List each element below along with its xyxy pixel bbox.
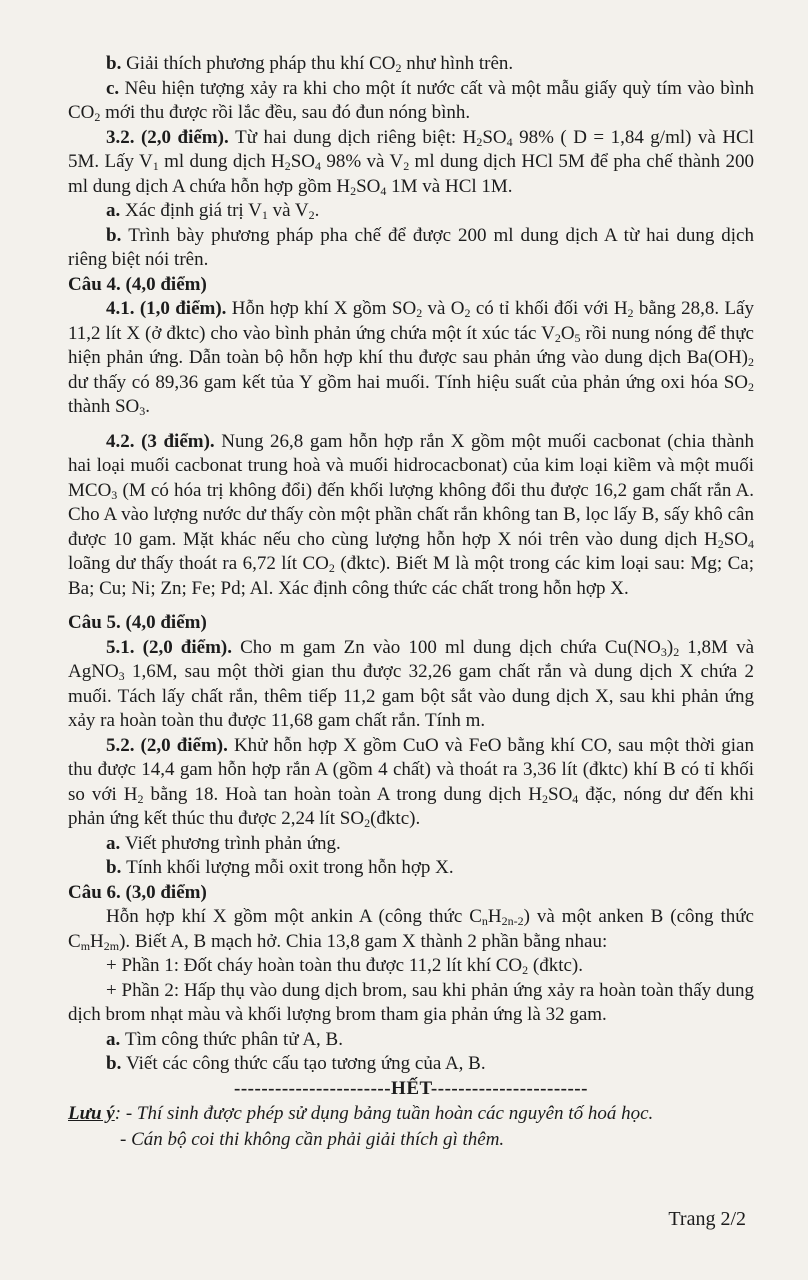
text-run: rồi nung nóng để thực hiện phản ứng. Dẫn toàn bộ hỗn hợp khí thu được sau phản ứng vào dung dịch Ba(OH) xyxy=(68,322,754,368)
part-label: a. xyxy=(106,1028,125,1050)
text-run: mới thu được rồi lắc đều, sau đó đun nóng bình. xyxy=(100,102,471,123)
text-run: ml dung dịch H xyxy=(158,151,285,172)
text-run: (đktc). xyxy=(370,808,421,829)
subscript: 4 xyxy=(748,536,754,551)
text-run: Viết phương trình phản ứng. xyxy=(125,832,341,854)
subscript: 4 xyxy=(380,183,387,198)
subscript: 2 xyxy=(395,61,402,75)
subscript: 2 xyxy=(94,110,101,124)
text-run: ). Biết A, B mạch hở. Chia 13,8 gam X thành 2 phần bằng nhau: xyxy=(119,930,608,952)
spacer xyxy=(68,601,754,611)
q5-2a-text xyxy=(68,832,754,857)
part-label: b. xyxy=(106,857,127,878)
question-label: 5.2. (2,0 điểm). xyxy=(106,734,234,756)
question-label: 5.1. (2,0 điểm). xyxy=(106,636,241,658)
subscript: 2 xyxy=(522,963,529,977)
text-run: + Phần 2: Hấp thụ vào dung dịch brom, sau khi phản ứng xảy ra hoàn toàn thấy dung dịch brom nhạt màu và khối lượng brom tham gia phản ứng là 32 gam. xyxy=(68,979,754,1025)
text-run: bằng 18. Hoà tan hoàn toàn A trong dung dịch H xyxy=(143,783,542,805)
text-run: Nung 26,8 gam hỗn hợp rắn X gồm một muối cacbonat (chia thành hai loại muối cacbonat trung hoà và muối hidrocacbonat) của kim loại kiềm và một muối MCO xyxy=(68,430,754,501)
text-run: như hình trên. xyxy=(401,53,514,74)
subscript: 1 xyxy=(261,208,268,222)
question-5-heading: Câu 5. (4,0 điểm) xyxy=(68,612,207,633)
subscript: 2n-2 xyxy=(501,914,524,928)
text-run: H xyxy=(487,906,502,927)
q6-intro-text xyxy=(68,905,754,954)
subscript: 2 xyxy=(350,183,357,198)
part-label: b. xyxy=(106,1053,127,1074)
subscript: 3 xyxy=(660,644,667,659)
text-run: Trình bày phương pháp pha chế để được 200 ml dung dịch A từ hai dung dịch riêng biệt nói trên. xyxy=(68,224,754,270)
subscript: 2 xyxy=(748,379,754,394)
text-run: Tính khối lượng mỗi oxit trong hỗn hợp X. xyxy=(126,857,454,878)
text-run: ) và một anken B (công thức C xyxy=(68,906,754,952)
note-label: Lưu ý xyxy=(68,1102,115,1124)
q3-2-text xyxy=(68,126,754,200)
text-run: Hỗn hợp khí X gồm SO xyxy=(231,298,417,319)
question-6-heading: Câu 6. (3,0 điểm) xyxy=(68,881,207,903)
text-run: Hỗn hợp khí X gồm một ankin A (công thức C xyxy=(106,906,482,927)
text-run: SO xyxy=(723,528,748,550)
exam-content xyxy=(68,52,754,1153)
q5-2b-text xyxy=(68,856,754,881)
subscript: 3 xyxy=(111,487,118,502)
note-line-1 xyxy=(68,1101,754,1127)
text-run: SO xyxy=(482,126,507,148)
subscript: 2 xyxy=(284,159,291,173)
question-label: 4.2. (3 điểm). xyxy=(106,430,222,452)
page-number: Trang 2/2 xyxy=(668,1208,746,1230)
text-run: thành SO xyxy=(68,396,140,417)
part-label: a. xyxy=(106,200,125,221)
text-run: đặc, nóng dư đến khi phản ứng kết thúc thu được 2,24 lít SO xyxy=(68,783,754,829)
subscript: 2 xyxy=(673,644,680,659)
text-run: . xyxy=(314,200,320,221)
text-run: và V xyxy=(267,200,309,221)
question-label: 4.1. (1,0 điểm). xyxy=(106,298,232,319)
q4-2-text xyxy=(68,430,754,602)
subscript: 2 xyxy=(137,791,144,806)
text-run: ) xyxy=(666,636,674,658)
q4-1-text xyxy=(68,297,754,420)
text-run: 1,6M, sau một thời gian thu được 32,26 gam chất rắn và dung dịch X chứa 2 muối. Tách lấy chất rắn, thêm tiếp 11,2 gam bột sắt vào dung dịch X, sau khi phản ứng xảy ra hoàn toàn thu được 11,68 gam chất rắn. Tính m. xyxy=(68,661,754,731)
subscript: 2 xyxy=(627,306,634,320)
text-run: Giải thích phương pháp thu khí CO xyxy=(126,53,396,74)
subscript: 3 xyxy=(118,669,125,683)
subscript: 2 xyxy=(416,306,423,320)
part-label: b. xyxy=(106,224,129,246)
q3-2a-text xyxy=(68,199,754,224)
end-marker: -----------------------HẾT----------------------- xyxy=(234,1077,588,1099)
note-line-2: - Cán bộ coi thi không cần phải giải thích gì thêm. xyxy=(120,1128,505,1150)
text-run: (đktc). xyxy=(528,955,583,976)
subscript: 2 xyxy=(364,816,371,830)
subscript: 5 xyxy=(574,330,581,345)
q6-part1-text xyxy=(68,954,754,979)
subscript: 4 xyxy=(314,159,321,173)
q3-1b-text xyxy=(68,52,754,77)
text-run: bằng 28,8. Lấy 11,2 lít X (ở đktc) cho vào bình phản ứng chứa một ít xúc tác V xyxy=(68,298,754,344)
text-run: SO xyxy=(290,151,315,172)
part-label: b. xyxy=(106,53,127,74)
text-run: (đktc). Biết M là một trong các kim loại sau: Mg; Ca; Ba; Cu; Ni; Zn; Fe; Pd; Al. Xác định công thức các chất trong hỗn hợp X. xyxy=(68,553,755,599)
q3-1c-text xyxy=(68,77,754,126)
q6-b-text xyxy=(68,1052,754,1077)
text-run: Từ hai dung dịch riêng biệt: H xyxy=(235,126,477,148)
text-run: + Phần 1: Đốt cháy hoàn toàn thu được 11,2 lít khí CO xyxy=(106,955,523,976)
subscript: 4 xyxy=(506,134,513,149)
text-run: 1M và HCl 1M. xyxy=(386,175,513,197)
subscript: 2 xyxy=(308,208,315,222)
text-run: Khử hỗn hợp X gồm CuO và FeO bằng khí CO, sau một thời gian thu được 14,4 gam hỗn hợp rắn A (gồm 4 chất) và thoát ra 3,36 lít (đktc) khí B có tỉ khối so với H xyxy=(68,734,754,805)
spacer xyxy=(68,420,754,430)
text-run: . xyxy=(145,396,150,417)
subscript: 2 xyxy=(403,159,410,173)
subscript: 2 xyxy=(717,536,724,551)
subscript: 1 xyxy=(152,159,159,173)
subscript: 2 xyxy=(464,306,471,320)
question-label: 3.2. (2,0 điểm). xyxy=(106,126,236,148)
text-run: (M có hóa trị không đổi) đến khối lượng không đổi thu được 16,2 gam chất rắn A. Cho A vào lượng nước dư thấy còn một phần chất rắn không tan B, lọc lấy B, sấy khô cân được 10 gam. Mặt khác nếu cho cùng lượng hỗn hợp X nói trên vào dung dịch H xyxy=(68,479,754,550)
text-run: Cho m gam Zn vào 100 ml dung dịch chứa Cu(NO xyxy=(240,636,661,658)
subscript: 3 xyxy=(139,404,146,418)
subscript: m xyxy=(80,938,91,953)
q5-2-text xyxy=(68,734,754,832)
text-run: có tỉ khối đối với H xyxy=(470,298,628,319)
subscript: 2 xyxy=(476,134,483,149)
text-run: O xyxy=(560,322,575,344)
text-run: SO xyxy=(356,175,381,197)
part-label: c. xyxy=(106,77,125,99)
q3-2b-text xyxy=(68,224,754,273)
question-4-heading: Câu 4. (4,0 điểm) xyxy=(68,273,207,295)
text-run: và O xyxy=(422,298,465,319)
text-run: SO xyxy=(548,783,573,805)
text-run: Tìm công thức phân tử A, B. xyxy=(125,1028,343,1050)
text-run: 98% và V xyxy=(320,151,404,172)
subscript: 4 xyxy=(572,791,579,806)
text-run: 98% ( D = 1,84 g/ml) và HCl 5M. Lấy V xyxy=(68,126,754,172)
q5-1-text xyxy=(68,636,754,734)
text-run: 1,8M và AgNO xyxy=(68,636,754,682)
subscript: n xyxy=(481,914,488,928)
subscript: 2 xyxy=(554,330,561,345)
text-run: Viết các công thức cấu tạo tương ứng của A, B. xyxy=(126,1053,486,1074)
part-label: a. xyxy=(106,832,125,854)
subscript: 2m xyxy=(103,938,120,953)
text-run: loãng dư thấy thoát ra 6,72 lít CO xyxy=(68,553,329,574)
text-run: dư thấy có 89,36 gam kết tủa Y gồm hai muối. Tính hiệu suất của phản ứng oxi hóa SO xyxy=(68,371,748,393)
note-text: : - Thí sinh được phép sử dụng bảng tuần hoàn các nguyên tố hoá học. xyxy=(114,1102,654,1124)
q6-part2-text xyxy=(68,979,754,1028)
text-run: H xyxy=(90,930,104,952)
text-run: ml dung dịch HCl 5M để pha chế thành 200 ml dung dịch A chứa hỗn hợp gồm H xyxy=(68,151,755,197)
subscript: 2 xyxy=(328,561,335,575)
subscript: 2 xyxy=(542,791,548,806)
q6-a-text xyxy=(68,1028,754,1053)
subscript: 2 xyxy=(748,355,754,369)
text-run: Xác định giá trị V xyxy=(125,200,262,221)
text-run: Nêu hiện tượng xảy ra khi cho một ít nước cất và một mẫu giấy quỳ tím vào bình CO xyxy=(68,77,755,123)
